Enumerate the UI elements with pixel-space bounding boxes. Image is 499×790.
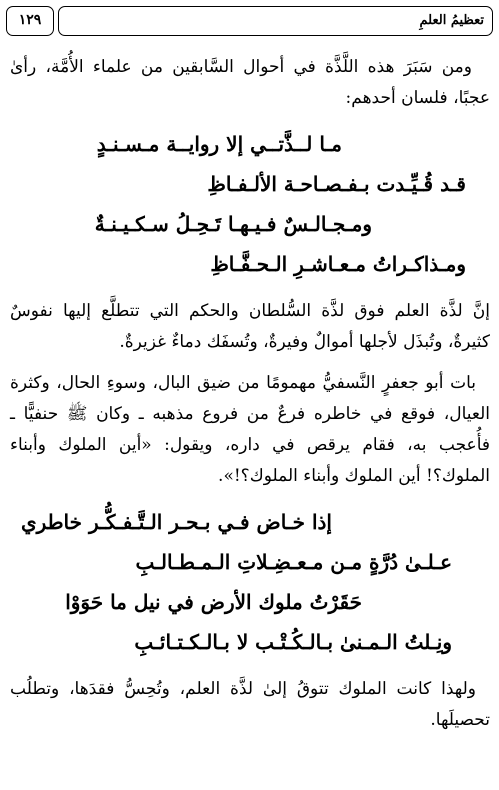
poem-1-line-4: ومـذاكـراتُ مـعـاشـرِ الـحـفَّـاظِ: [210, 252, 466, 276]
poem-2-line-2: عـلـىٰ دُرَّةٍ مـن مـعـضِـلاتِ الـمـطـالـبِ: [135, 550, 452, 574]
paragraph-3: بات أبو جعفرٍ النَّسفيُّ مهمومًا من ضيق البال، وسوءِ الحال، وكثرة العيال، فوقع في خاطره فرعٌ من فروع مذهبه ـ وكان ﷺ حنفيًّا ـ فأُعجب به، فقام يرقص في داره، ويقول: «أين الملوك وأبناء الملوك؟! أين الملوك وأبناء الملوك؟!».: [10, 373, 490, 486]
running-title: تعظيمُ العلمِ: [58, 6, 493, 36]
poem-1-line-1: مـا لــذَّتــي إلا روايــة مـسـنـدٍ: [96, 132, 342, 156]
paragraph-1: ومن سَبَرَ هذه اللَّذَّة في أحوال السَّابقين من علماء الأُمَّة، رأىٰ عجبًا، فلسان أحدهم:: [10, 57, 490, 108]
poem-1-line-2: قـد قُـيِّـدت بـفـصـاحـة الألـفـاظِ: [207, 172, 466, 196]
page-number: ١٢٩: [6, 6, 54, 36]
page-body: [8, 52, 492, 746]
poem-2: [8, 502, 492, 662]
poem-2-line-1: إذا خـاض فـي بـحـر الـتَّـفـكُّـر خاطري: [20, 510, 332, 534]
poem-2-line-4: ونِـلتُ الـمـنىٰ بـالـكُـتْـب لا بـالـكـتـائـبِ: [134, 630, 452, 654]
poem-2-line-3: حَقَرْتُ ملوك الأرض في نيل ما حَوَوْا: [65, 590, 362, 614]
poem-1-line-3: ومـجـالـسٌ فـيـهـا تَـحِـلُ سـكـيـنـةٌ: [94, 212, 372, 236]
paragraph-4: ولهذا كانت الملوك تتوقُ إلىٰ لذَّة العلم، وتُحِسُّ فقدَها، وتطلُب تحصيلَها.: [10, 679, 490, 730]
paragraph-2: إنَّ لذَّة العلم فوق لذَّة السُّلطان والحكم التي تتطلَّع إليها نفوسٌ كثيرةٌ، وتُبذَل لأجلها أموالٌ وفيرةٌ، وتُسفَك دماءٌ غزيرةٌ.: [10, 301, 490, 352]
poem-1: [8, 124, 492, 284]
